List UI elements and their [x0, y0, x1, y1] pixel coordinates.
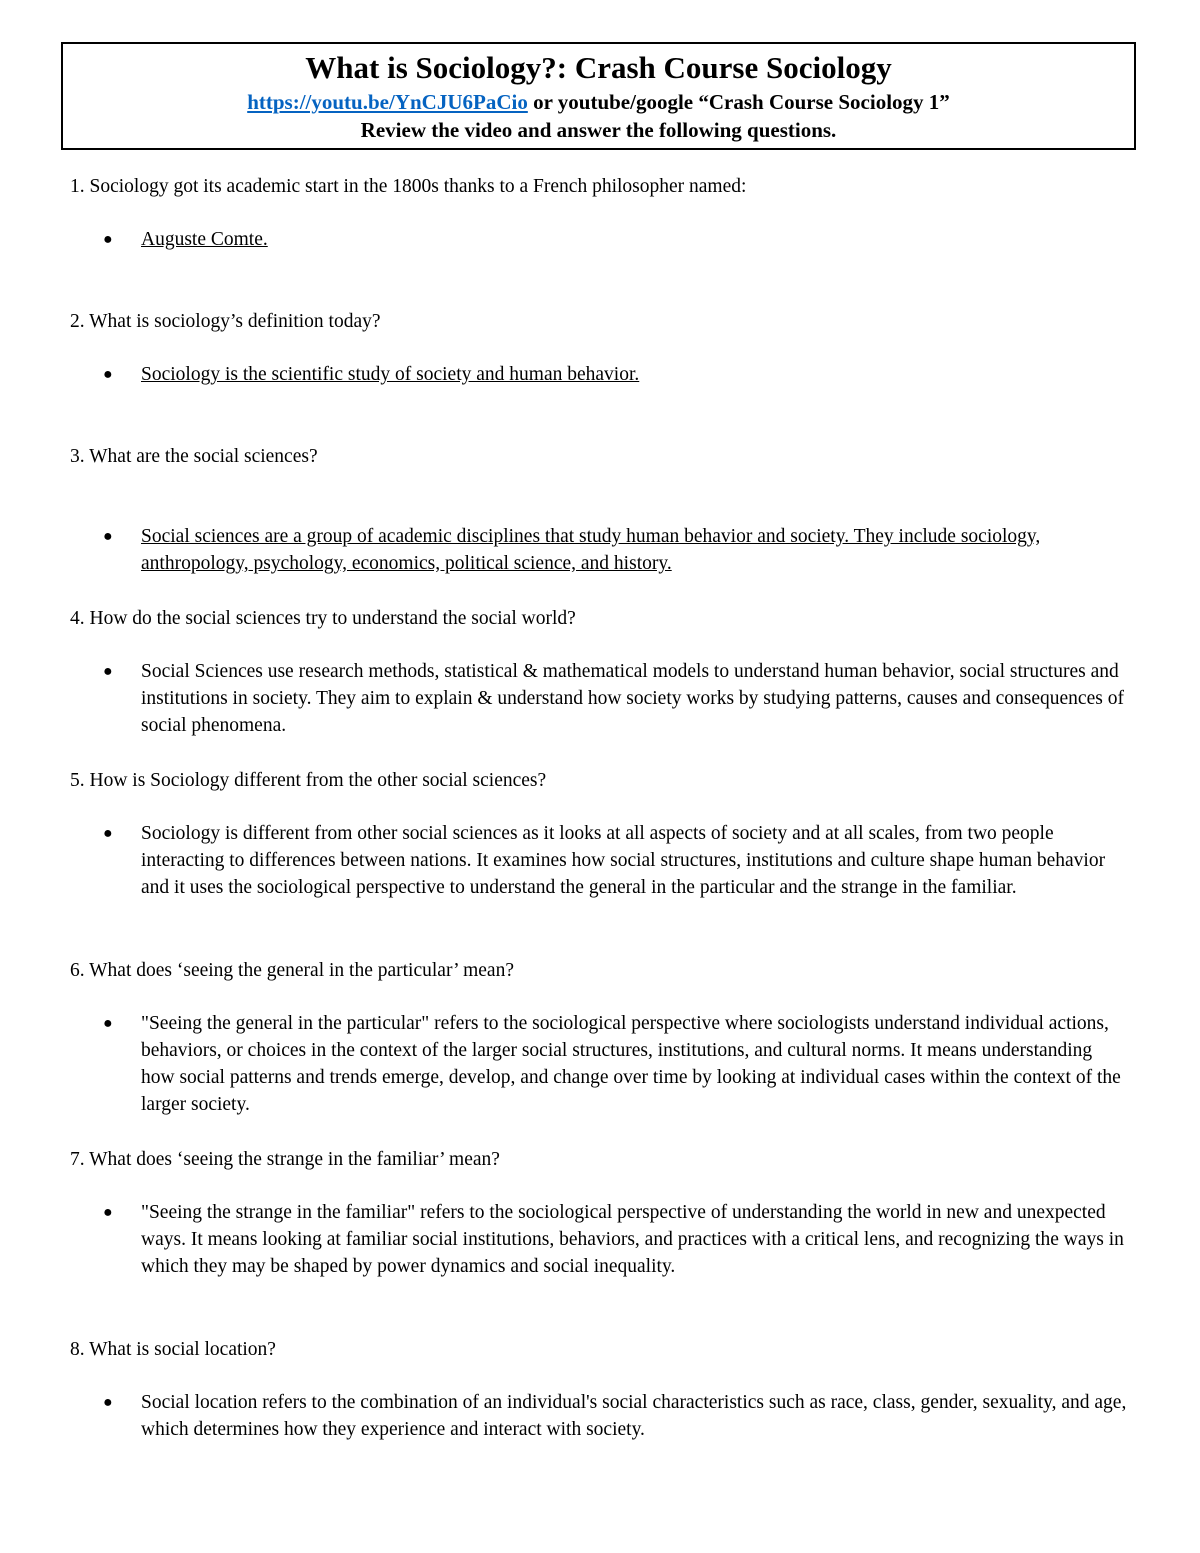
answer-8	[103, 1389, 1130, 1443]
question-6: 6. What does ‘seeing the general in the particular’ mean?	[70, 960, 514, 981]
bullet-icon: ●	[103, 663, 113, 680]
qa-item-2	[70, 308, 1130, 388]
answer-4-text: Social Sciences use research methods, statistical & mathematical models to understand human behavior, social structures and institutions in society. They aim to explain & understand how society works by studying patterns, causes and consequences of social phenomena.	[141, 661, 1124, 736]
answer-1	[103, 226, 1130, 253]
answer-5	[103, 820, 1130, 901]
question-1: 1. Sociology got its academic start in the 1800s thanks to a French philosopher named:	[70, 176, 747, 197]
instructions: Review the video and answer the following questions.	[360, 118, 837, 142]
answer-1-text: Auguste Comte.	[141, 229, 268, 250]
bullet-icon: ●	[103, 1394, 113, 1411]
bullet-icon: ●	[103, 825, 113, 842]
answer-8-text: Social location refers to the combination of an individual's social characteristics such as race, class, gender, sexuality, and age, which determines how they experience and interact with society.	[141, 1392, 1127, 1440]
bullet-icon: ●	[103, 528, 113, 545]
answer-2-text: Sociology is the scientific study of society and human behavior.	[141, 364, 640, 385]
qa-item-3	[70, 443, 1130, 577]
answer-7	[103, 1199, 1130, 1280]
answer-4	[103, 658, 1130, 739]
answer-2	[103, 361, 1130, 388]
qa-item-8	[70, 1336, 1130, 1443]
answer-5-text: Sociology is different from other social sciences as it looks at all aspects of society and at all scales, from two people interacting to differences between nations. It examines how social structures, institutions and culture shape human behavior and it uses the sociological perspective to understand the general in the particular and the strange in the familiar.	[141, 823, 1106, 898]
question-5: 5. How is Sociology different from the other social sciences?	[70, 770, 547, 791]
qa-item-4	[70, 605, 1130, 739]
bullet-icon: ●	[103, 1204, 113, 1221]
bullet-icon: ●	[103, 231, 113, 248]
question-7: 7. What does ‘seeing the strange in the familiar’ mean?	[70, 1149, 500, 1170]
question-4: 4. How do the social sciences try to understand the social world?	[70, 608, 576, 629]
answer-6	[103, 1010, 1130, 1118]
question-2: 2. What is sociology’s definition today?	[70, 311, 381, 332]
question-3: 3. What are the social sciences?	[70, 446, 318, 467]
answer-3	[103, 523, 1130, 577]
qa-item-5	[70, 767, 1130, 901]
question-8: 8. What is social location?	[70, 1339, 276, 1360]
video-reference-line	[63, 88, 1134, 116]
answer-6-text: "Seeing the general in the particular" refers to the sociological perspective where sociologists understand individual actions, behaviors, or choices in the context of the larger social structures, institutions, and cultural norms. It means understanding how social patterns and trends emerge, develop, and change over time by looking at individual cases within the context of the larger society.	[141, 1013, 1121, 1115]
bullet-icon: ●	[103, 366, 113, 383]
bullet-icon: ●	[103, 1015, 113, 1032]
page-title: What is Sociology?: Crash Course Sociology	[305, 50, 892, 85]
qa-item-7	[70, 1146, 1130, 1280]
qa-item-1	[70, 173, 1130, 253]
answer-3-text: Social sciences are a group of academic disciplines that study human behavior and society. They include sociology, anthropology, psychology, economics, political science, and history.	[141, 526, 1041, 574]
header-box	[61, 42, 1136, 150]
video-link[interactable]: https://youtu.be/YnCJU6PaCio	[247, 90, 528, 114]
answer-7-text: "Seeing the strange in the familiar" refers to the sociological perspective of understanding the world in new and unexpected ways. It means looking at familiar social institutions, behaviors, and practices with a critical lens, and recognizing the ways in which they may be shaped by power dynamics and social inequality.	[141, 1202, 1124, 1277]
qa-item-6	[70, 957, 1130, 1118]
video-search-hint: or youtube/google “Crash Course Sociology 1”	[527, 90, 950, 114]
